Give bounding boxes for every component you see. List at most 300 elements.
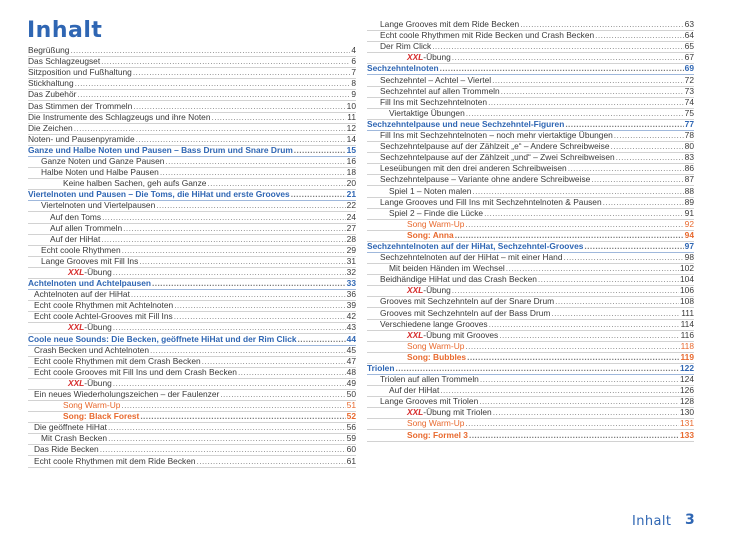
toc-entry-text: Auf den Toms (50, 211, 102, 222)
toc-entry-page: 92 (684, 218, 694, 229)
toc-entry-text: Lange Grooves mit dem Ride Becken (380, 19, 520, 30)
toc-entry-page: 51 (346, 400, 356, 411)
toc-entry-label (380, 396, 478, 407)
xxl-prefix: XXL (407, 285, 424, 296)
toc-entry-label (28, 145, 293, 156)
toc-entry-text: Grooves mit Sechzehnteln auf der Bass Drum (380, 307, 551, 318)
dot-leader (432, 41, 683, 52)
toc-entry-page: 33 (346, 278, 356, 289)
toc-entry-page: 27 (346, 222, 356, 233)
page-title: Inhalt (27, 18, 103, 43)
toc-entry-page: 91 (684, 207, 694, 218)
toc-entry-page: 44 (346, 333, 356, 344)
toc-entry-text: Triolen (367, 363, 395, 373)
dot-leader (291, 189, 346, 200)
dot-leader (493, 407, 679, 418)
dot-leader (591, 174, 683, 185)
toc-entry-text: Viertelnoten und Pausen – Die Toms, die HiHat und erste Grooves (28, 189, 290, 200)
toc-entry-text: Lange Grooves und Fill Ins mit Sechzehntelnoten & Pausen (380, 196, 602, 207)
toc-entry-label (41, 156, 164, 167)
toc-entry-page: 130 (680, 407, 694, 418)
toc-entry-page: 104 (680, 274, 694, 285)
dot-leader (70, 45, 350, 56)
toc-entry-text: Beidhändige HiHat und das Crash Becken (380, 274, 537, 285)
toc-entry-text: Das Ride Becken (34, 444, 99, 455)
toc-entry-text: Echt coole Grooves mit Fill Ins und dem Crash Becken (34, 366, 237, 377)
dot-leader (113, 267, 346, 278)
dot-leader (123, 223, 346, 234)
toc-entry-text: Sechzehntelpause auf der Zählzeit „e“ – Andere Schreibweise (380, 141, 610, 152)
toc-entry-page: 128 (680, 396, 694, 407)
footer-label: Inhalt (632, 514, 672, 529)
toc-entry-text: Sechzehntelpause auf der Zählzeit „und“ – Zwei Schreibweisen (380, 152, 615, 163)
toc-entry-text: Achtelnoten und Achtelpausen (28, 278, 151, 289)
toc-entry-page: 98 (684, 252, 694, 263)
toc-entry-text: Song: Bubbles (407, 351, 467, 362)
toc-entry-page: 108 (680, 296, 694, 307)
toc-entry-label (380, 163, 567, 174)
dot-leader (480, 374, 679, 385)
toc-entry-text: Spiel 2 – Finde die Lücke (389, 207, 484, 218)
toc-entry-text: Viertaktige Übungen (389, 107, 465, 118)
toc-entry-page: 122 (680, 363, 694, 373)
dot-leader (174, 300, 345, 311)
toc-entry-label (28, 112, 211, 123)
toc-entry-page: 20 (346, 178, 356, 189)
toc-entry-label (28, 189, 290, 200)
toc-entry-page: 18 (346, 167, 356, 178)
dot-leader (121, 400, 345, 411)
toc-entry-label (34, 444, 99, 455)
toc-entry-page: 61 (346, 455, 356, 466)
toc-entry-label (34, 345, 149, 356)
toc-entry-label (407, 219, 464, 230)
dot-leader (499, 330, 679, 341)
toc-entry-label (380, 19, 519, 30)
toc-entry-label (63, 178, 206, 189)
toc-entry-text: Sechzehntelnoten auf der HiHat – mit einer Hand (380, 252, 563, 263)
toc-entry-page: 119 (680, 351, 694, 362)
dot-leader (207, 178, 345, 189)
toc-entry-page: 124 (680, 374, 694, 385)
toc-entry-label (34, 367, 237, 378)
toc-entry-text: Crash Becken und Achtelnoten (34, 344, 150, 355)
toc-entry-page: 118 (680, 340, 694, 351)
dot-leader (122, 245, 346, 256)
toc-entry-text: Mit beiden Händen im Wechsel (389, 263, 505, 274)
toc-entry-label (380, 308, 550, 319)
toc-entry-label (50, 234, 100, 245)
toc-entry-label (28, 101, 132, 112)
toc-entry-page: 88 (684, 185, 694, 196)
toc-entry-page: 78 (684, 130, 694, 141)
toc-entry-page: 87 (684, 174, 694, 185)
toc-entry-page: 102 (680, 263, 694, 274)
toc-entry-text: Das Stimmen der Trommeln (28, 100, 133, 111)
toc-entry-text: Viertelnoten und Viertelpausen (41, 200, 156, 211)
toc-entry-label (380, 75, 491, 86)
toc-entry-page: 56 (346, 422, 356, 433)
dot-leader (489, 319, 680, 330)
dot-leader (174, 311, 346, 322)
toc-entry-page: 9 (351, 89, 356, 100)
dot-leader (520, 19, 683, 30)
toc-entry-page: 43 (346, 322, 356, 333)
toc-entry-page: 72 (684, 74, 694, 85)
toc-entry-text: Lange Grooves mit Triolen (380, 396, 479, 407)
toc-entry-label (407, 330, 498, 341)
toc-entry-text: Echt coole Rhythmen mit Achtelnoten (34, 300, 174, 311)
toc-entry-label (407, 430, 468, 441)
toc-entry-page: 73 (684, 85, 694, 96)
dot-leader (465, 418, 679, 429)
dot-leader (212, 112, 347, 123)
toc-entry-page: 14 (346, 133, 356, 144)
toc-entry-label (50, 223, 122, 234)
toc-entry-label (380, 30, 594, 41)
dot-leader (100, 444, 346, 455)
toc-entry-text: Spiel 1 – Noten malen (389, 185, 472, 196)
toc-entry-page: 80 (684, 141, 694, 152)
dot-leader (603, 197, 684, 208)
toc-entry-page: 39 (346, 300, 356, 311)
toc-entry-label (34, 389, 219, 400)
toc-entry-label (407, 52, 451, 63)
dot-leader (538, 274, 679, 285)
toc-entry-page: 50 (346, 389, 356, 399)
toc-entry-page: 31 (346, 255, 356, 266)
toc-entry-label (380, 252, 563, 263)
dot-leader (616, 152, 684, 163)
dot-leader (467, 352, 679, 363)
toc-entry-page: 47 (346, 355, 356, 366)
toc-entry-label (34, 289, 130, 300)
toc-entry-page: 111 (681, 307, 694, 318)
toc-entry-label (380, 97, 487, 108)
toc-entry-text: Coole neue Sounds: Die Becken, geöffnete HiHat und der Rim Click (28, 333, 297, 344)
toc-entry-text: -Übung (84, 322, 112, 333)
toc-entry-text: Das Zubehör (28, 89, 77, 100)
dot-leader (133, 101, 345, 112)
toc-entry-label (68, 378, 112, 389)
toc-entry-page: 75 (684, 107, 694, 118)
toc-entry-text: Leseübungen mit den drei anderen Schreibweisen (380, 163, 567, 174)
toc-entry-page: 60 (346, 444, 356, 455)
dot-leader (565, 119, 683, 130)
dot-leader (152, 278, 346, 289)
toc-entry-text: Verschiedene lange Grooves (380, 318, 488, 329)
toc-entry-page: 126 (680, 385, 694, 396)
dot-leader (294, 145, 346, 156)
dot-leader (220, 389, 345, 400)
toc-entry-label (389, 186, 471, 197)
dot-leader (238, 367, 346, 378)
toc-entry-text: Sechzehntelnoten auf der HiHat, Sechzehntel-Grooves (367, 240, 584, 251)
toc-entry-page: 48 (346, 366, 356, 377)
toc-entry-label (34, 422, 107, 433)
toc-entry-text: -Übung (84, 266, 112, 277)
toc-entry-page: 28 (346, 233, 356, 244)
toc-entry-label (380, 274, 537, 285)
dot-leader (479, 396, 679, 407)
toc-entry-text: Echt coole Rhythmen mit Ride Becken und Crash Becken (380, 30, 595, 41)
toc-entry-page: 106 (680, 285, 694, 296)
toc-entry-label (34, 356, 201, 367)
toc-entry-label (407, 285, 451, 296)
toc-entry-text: Achtelnoten auf der HiHat (34, 289, 130, 300)
dot-leader (102, 212, 346, 223)
toc-entry-label (41, 200, 155, 211)
toc-entry-text: Sechzehntelpause und neue Sechzehntel-Figuren (367, 118, 565, 129)
toc-entry-label (34, 311, 173, 322)
xxl-prefix: XXL (407, 407, 424, 418)
toc-entry-text: Ein neues Wiederholungszeichen – der Faulenzer (34, 389, 220, 399)
toc-entry-page: 114 (680, 318, 694, 329)
toc-right-column (367, 0, 694, 442)
toc-entry-page: 77 (684, 118, 694, 129)
toc-entry-text: Song: Black Forest (63, 411, 140, 422)
toc-entry-text: Auf der HiHat (389, 385, 440, 396)
toc-entry-label (41, 245, 121, 256)
toc-entry-text: Ganze und Halbe Noten und Pausen – Bass Drum und Snare Drum (28, 144, 293, 155)
toc-entry-text: -Übung (423, 52, 451, 63)
xxl-prefix: XXL (68, 377, 85, 388)
dot-leader (202, 356, 346, 367)
toc-entry-text: Song Warm-Up (407, 418, 465, 429)
toc-entry-page: 131 (680, 418, 694, 429)
dot-leader (140, 411, 345, 422)
dot-leader (472, 186, 683, 197)
toc-entry-text: Sechzehntel – Achtel – Viertel (380, 74, 492, 85)
dot-leader (160, 167, 346, 178)
toc-entry-text: Sechzehntelnoten (367, 63, 439, 74)
dot-leader (395, 363, 679, 374)
toc-entry-page: 4 (351, 45, 356, 56)
toc-entry-text: Mit Crash Becken (41, 433, 108, 444)
dot-leader (614, 130, 684, 141)
toc-entry-text: -Übung (423, 285, 451, 296)
toc-entry-text: Song Warm-Up (407, 340, 465, 351)
toc-entry[interactable] (367, 430, 694, 441)
toc-entry-label (389, 108, 465, 119)
toc-entry-page: 133 (680, 429, 694, 440)
dot-leader (113, 378, 346, 389)
toc-entry-label (380, 197, 602, 208)
dot-leader (488, 97, 684, 108)
toc-entry-label (28, 89, 76, 100)
toc-entry-text: Song Warm-Up (407, 218, 465, 229)
toc-entry-text: Echt coole Achtel-Grooves mit Fill Ins (34, 311, 173, 322)
toc-entry-page: 7 (351, 67, 356, 78)
dot-leader (440, 385, 679, 396)
toc-left-column (28, 0, 356, 468)
dot-leader (156, 200, 345, 211)
dot-leader (131, 289, 346, 300)
toc-entry-label (367, 363, 394, 374)
toc-entry-text: -Übung mit Grooves (423, 329, 499, 340)
dot-leader (150, 345, 346, 356)
xxl-prefix: XXL (68, 322, 85, 333)
dot-leader (551, 308, 680, 319)
toc-entry-label (380, 130, 613, 141)
toc-entry-page: 11 (347, 111, 356, 122)
xxl-prefix: XXL (68, 266, 85, 277)
toc-entry-text: Echt coole Rhythmen (41, 244, 121, 255)
toc-entry-text: Das Schlagzeugset (28, 56, 101, 67)
toc-entry-label (68, 267, 112, 278)
toc-entry-text: -Übung mit Triolen (423, 407, 492, 418)
toc-entry-text: Der Rim Click (380, 41, 432, 52)
dot-leader (466, 108, 684, 119)
toc-entry-label (367, 241, 583, 252)
toc-entry-label (407, 352, 466, 363)
toc-entry-page: 6 (351, 56, 356, 67)
toc-entry-text: Die Zeichen (28, 122, 73, 133)
dot-leader (101, 234, 345, 245)
toc-entry-page: 12 (346, 122, 356, 133)
toc-entry-page: 10 (346, 100, 356, 111)
toc-entry-label (389, 263, 505, 274)
toc-entry-text: Auf allen Trommeln (50, 222, 123, 233)
toc-entry-label (380, 174, 590, 185)
dot-leader (108, 433, 346, 444)
toc-entry-label (380, 141, 610, 152)
toc-entry-page: 16 (346, 156, 356, 167)
toc-entry-page: 24 (346, 211, 356, 222)
toc-entry-text: Lange Grooves mit Fill Ins (41, 255, 139, 266)
toc-entry-text: Sechzehntel auf allen Trommeln (380, 85, 500, 96)
toc-entry-label (50, 212, 101, 223)
toc-entry-page: 21 (346, 189, 356, 200)
toc-entry-label (34, 456, 196, 467)
toc-entry-page: 65 (684, 41, 694, 52)
toc-entry-label (28, 278, 151, 289)
toc-entry-text: Auf der HiHat (50, 233, 101, 244)
toc-entry-label (63, 400, 120, 411)
dot-leader (139, 256, 345, 267)
dot-leader (455, 230, 684, 241)
toc-entry-label (41, 256, 138, 267)
toc-entry-label (28, 56, 100, 67)
xxl-prefix: XXL (407, 329, 424, 340)
toc-entry-text: Fill Ins mit Sechzehntelnoten – noch mehr viertaktige Übungen (380, 130, 613, 141)
toc-entry-page: 15 (346, 144, 356, 155)
toc-entry-text: Echt coole Rhythmen mit dem Crash Becken (34, 355, 201, 366)
dot-leader (484, 208, 684, 219)
toc-entry-page: 69 (684, 63, 694, 74)
toc-entry-text: Ganze Noten und Ganze Pausen (41, 156, 165, 167)
toc-entry-page: 45 (346, 344, 356, 355)
toc-entry-page: 42 (346, 311, 356, 322)
toc-entry-page: 49 (346, 377, 356, 388)
dot-leader (74, 123, 346, 134)
dot-leader (611, 141, 684, 152)
toc-entry-label (41, 433, 107, 444)
toc-entry-page: 97 (684, 240, 694, 251)
toc-entry-text: Triolen auf allen Trommeln (380, 374, 479, 385)
dot-leader (506, 263, 679, 274)
toc-entry-label (407, 341, 464, 352)
dot-leader (136, 134, 346, 145)
dot-leader (492, 75, 684, 86)
toc-entry-page: 74 (684, 96, 694, 107)
toc-entry-text: Noten- und Pausenpyramide (28, 133, 135, 144)
toc-entry-label (389, 208, 483, 219)
toc-entry-label (380, 152, 615, 163)
toc-entry-page: 36 (346, 289, 356, 300)
dot-leader (584, 241, 683, 252)
toc-entry-text: Song: Anna (407, 229, 454, 240)
toc-entry-label (68, 322, 112, 333)
toc-entry-label (41, 167, 159, 178)
dot-leader (501, 86, 684, 97)
toc-entry-text: Song: Formel 3 (407, 429, 468, 440)
toc-entry-label (407, 418, 464, 429)
toc-entry-label (63, 411, 139, 422)
toc-entry-text: Die geöffnete HiHat (34, 422, 107, 433)
dot-leader (101, 56, 350, 67)
toc-entry-text: Keine halben Sachen, geh aufs Ganze (63, 178, 207, 189)
toc-entry-label (389, 385, 439, 396)
toc-entry-label (28, 78, 74, 89)
toc-entry-label (380, 41, 431, 52)
dot-leader (568, 163, 684, 174)
toc-entry-page: 83 (684, 152, 694, 163)
toc-entry-text: Stickhaltung (28, 78, 74, 89)
dot-leader (469, 430, 679, 441)
toc-entry-page: 52 (346, 411, 356, 422)
toc-entry-label (407, 407, 492, 418)
toc-entry-page: 8 (351, 78, 356, 89)
toc-entry-page: 116 (680, 329, 694, 340)
toc-entry-text: Song Warm-Up (63, 400, 121, 411)
toc-entry-page: 22 (346, 200, 356, 211)
dot-leader (133, 67, 351, 78)
dot-leader (465, 219, 683, 230)
toc-entry-text: Echt coole Rhythmen mit dem Ride Becken (34, 455, 196, 466)
dot-leader (452, 52, 684, 63)
toc-entry-label (34, 300, 173, 311)
toc-entry-page: 32 (346, 266, 356, 277)
dot-leader (298, 334, 346, 345)
toc-entry-label (28, 123, 73, 134)
toc-entry-label (28, 134, 135, 145)
dot-leader (165, 156, 345, 167)
toc-entry-page: 89 (684, 196, 694, 207)
toc-entry-text: Sitzposition und Fußhaltung (28, 67, 132, 78)
dot-leader (75, 78, 351, 89)
toc-entry-label (28, 67, 132, 78)
toc-entry-text: Begrüßung (28, 45, 70, 56)
toc-entry-label (380, 374, 479, 385)
toc-entry-page: 59 (346, 433, 356, 444)
dot-leader (555, 296, 679, 307)
toc-entry-page: 29 (346, 244, 356, 255)
toc-entry-page: 94 (684, 229, 694, 240)
toc-entry-text: Fill Ins mit Sechzehntelnoten (380, 96, 488, 107)
xxl-prefix: XXL (407, 52, 424, 63)
toc-entry[interactable] (28, 456, 356, 467)
dot-leader (465, 341, 679, 352)
toc-entry-page: 64 (684, 30, 694, 41)
toc-entry-label (380, 86, 500, 97)
dot-leader (77, 89, 350, 100)
toc-entry-page: 63 (684, 19, 694, 30)
toc-entry-text: Sechzehntelpause – Variante ohne andere Schreibweise (380, 174, 591, 185)
toc-entry-page: 67 (684, 52, 694, 63)
toc-entry-label (380, 296, 554, 307)
toc-entry-text: Halbe Noten und Halbe Pausen (41, 167, 159, 178)
